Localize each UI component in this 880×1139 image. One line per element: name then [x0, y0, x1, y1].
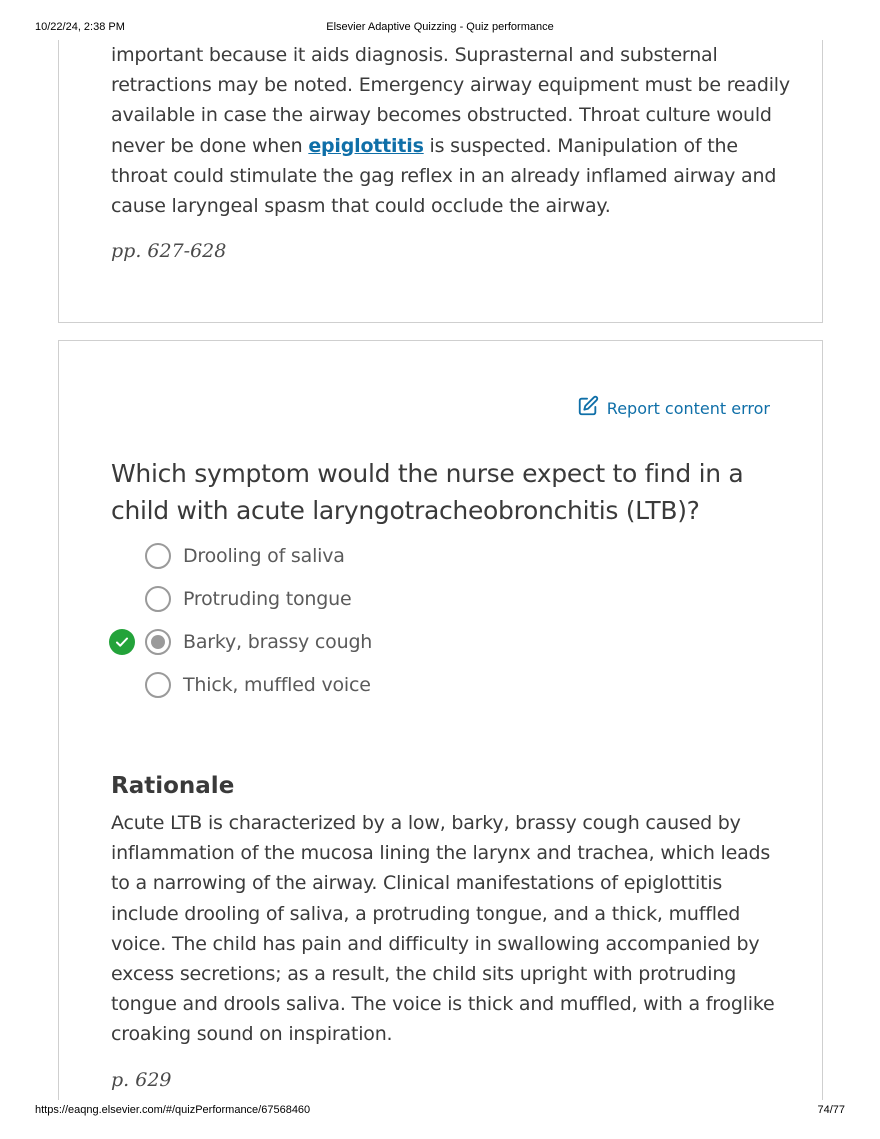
report-content-error-button[interactable]: [577, 395, 770, 421]
previous-rationale-card: [58, 40, 823, 323]
rationale-text: Acute LTB is characterized by a low, barky, brassy cough caused by inflammation of the mucosa lining the larynx and trachea, which leads to a narrowing of the airway. Clinical manifestations of epiglottitis include drooling of saliva, a protruding tongue, and a thick, muffled voice. The child has pain and difficulty in swallowing accompanied by excess secretions; as a result, the child sits upright with protruding tongue and drools saliva. The voice is thick and muffled, with a froglike croaking sound on inspiration.: [111, 812, 775, 1046]
question-card: [58, 340, 823, 1100]
answer-option-label: Protruding tongue: [183, 587, 352, 610]
previous-page-reference: pp. 627-628: [111, 240, 227, 262]
print-header: [0, 21, 880, 37]
radio-button[interactable]: [145, 586, 171, 612]
previous-rationale-text: important because it aids diagnosis. Suprasternal and substernal retractions may be noted. Emergency airway equipment must be readily available in case the airway becomes obstructed. Throat culture would never be done when epiglottitis is suspected. Manipulation of the throat could stimulate the gag reflex in an already inflamed airway and cause laryngeal spasm that could occlude the airway.: [111, 44, 790, 218]
answer-option-label: Thick, muffled voice: [183, 673, 371, 696]
print-url: https://eaqng.elsevier.com/#/quizPerformance/67568460: [35, 1104, 311, 1116]
print-page-number: 74/77: [817, 1104, 845, 1116]
radio-button[interactable]: [145, 543, 171, 569]
page-reference: p. 629: [111, 1069, 172, 1091]
epiglottitis-link[interactable]: epiglottitis: [308, 134, 424, 157]
answer-option[interactable]: [109, 534, 372, 577]
correct-check-icon: [109, 629, 135, 655]
radio-button[interactable]: [145, 672, 171, 698]
answer-option-correct[interactable]: [109, 620, 372, 663]
answer-option[interactable]: [109, 577, 372, 620]
print-datetime: 10/22/24, 2:38 PM: [35, 21, 125, 33]
edit-icon: [577, 395, 599, 421]
answer-options: [109, 534, 372, 706]
rationale-heading: Rationale: [111, 773, 235, 799]
answer-option-label: Drooling of saliva: [183, 544, 345, 567]
report-content-error-label: Report content error: [606, 398, 770, 418]
answer-option-label: Barky, brassy cough: [183, 630, 373, 653]
print-footer: [0, 1104, 880, 1120]
print-page-title: Elsevier Adaptive Quizzing - Quiz performance: [326, 21, 554, 33]
radio-button-selected[interactable]: [145, 629, 171, 655]
question-text: Which symptom would the nurse expect to find in a child with acute laryngotracheobronchitis (LTB)?: [111, 459, 744, 525]
answer-option[interactable]: [109, 663, 372, 706]
